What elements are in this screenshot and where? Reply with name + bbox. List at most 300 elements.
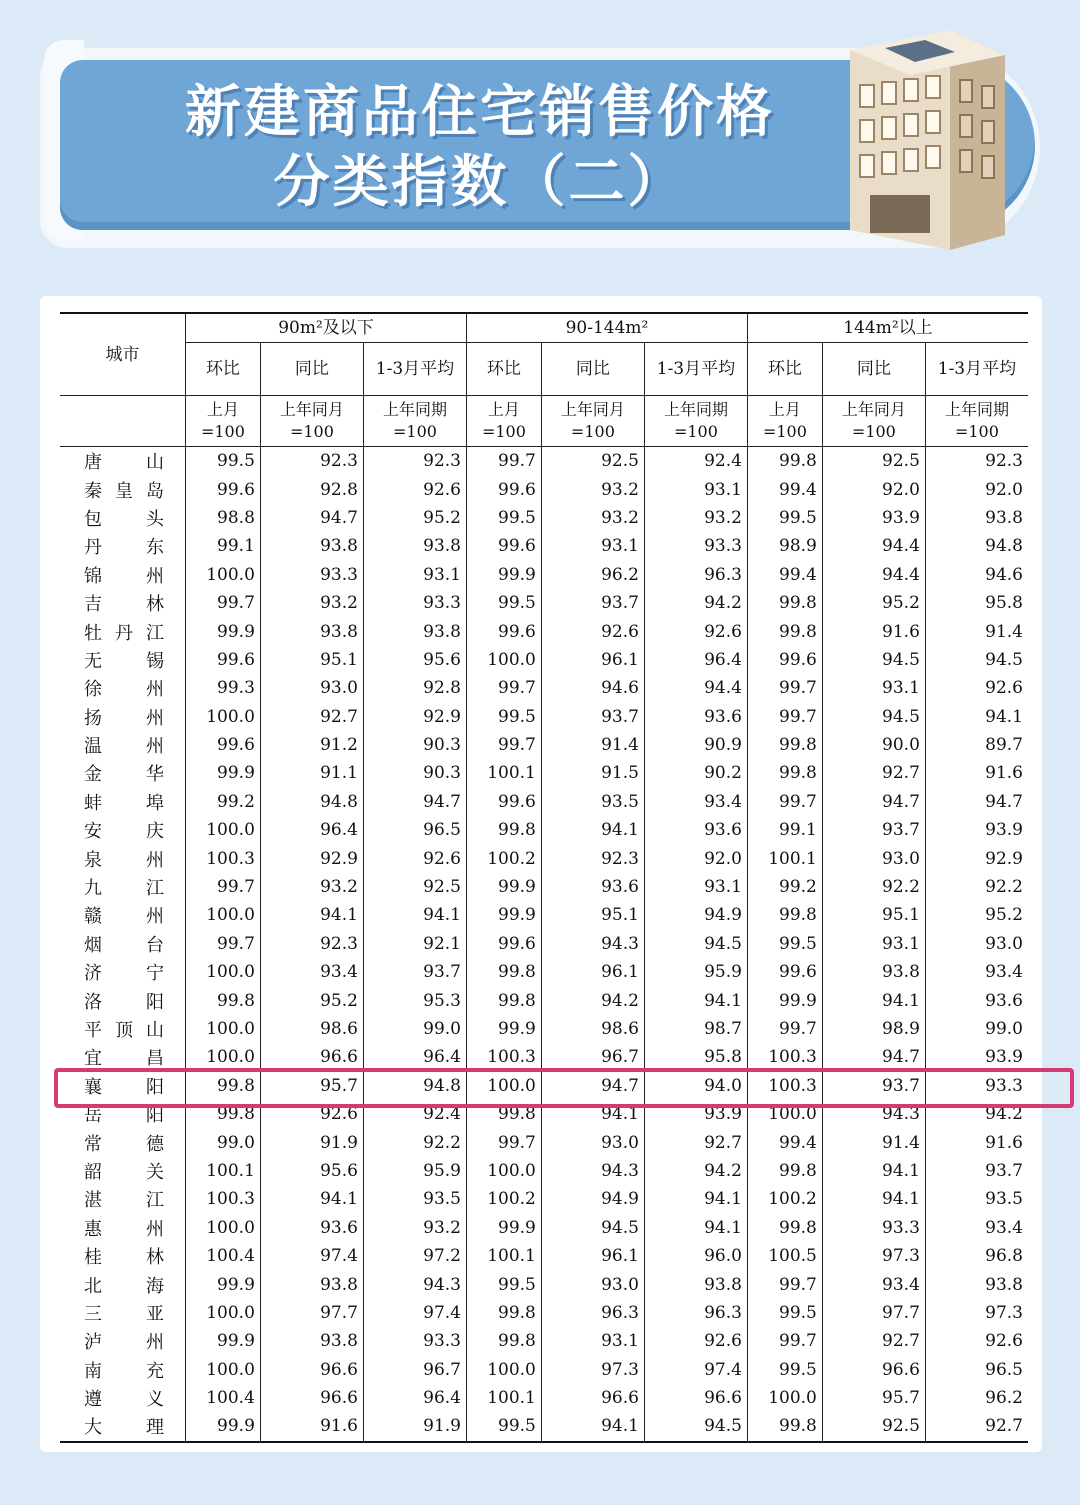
value-cell: 99.8 [186,1100,261,1128]
value-cell: 94.7 [260,504,363,532]
value-cell: 92.2 [925,873,1028,901]
page-title [120,78,840,218]
city-name: 烟 台 [84,934,164,956]
value-cell: 99.6 [466,617,541,645]
value-cell: 97.7 [260,1299,363,1327]
value-cell: 91.4 [925,617,1028,645]
value-cell: 93.4 [822,1270,925,1298]
value-cell: 100.3 [747,1043,822,1071]
value-cell: 93.4 [644,788,747,816]
value-cell: 96.7 [541,1043,644,1071]
value-cell: 96.2 [541,561,644,589]
value-cell: 94.1 [541,1412,644,1441]
value-cell: 93.5 [541,788,644,816]
city-name: 湛 江 [84,1190,164,1212]
value-cell: 93.0 [541,1128,644,1156]
value-cell: 91.6 [925,759,1028,787]
value-cell: 94.1 [822,1185,925,1213]
value-cell: 95.3 [363,986,466,1014]
value-cell: 94.2 [644,589,747,617]
city-cell [60,447,186,476]
value-cell: 99.9 [186,617,261,645]
city-cell [60,958,186,986]
value-cell: 99.9 [466,901,541,929]
value-cell: 100.4 [186,1242,261,1270]
value-cell: 100.3 [186,1185,261,1213]
city-name: 三 亚 [84,1303,164,1325]
value-cell: 93.3 [363,1327,466,1355]
value-cell: 99.0 [186,1128,261,1156]
value-cell: 92.3 [541,844,644,872]
value-cell: 100.0 [186,1356,261,1384]
value-cell: 93.8 [644,1270,747,1298]
value-cell: 94.0 [644,1072,747,1100]
value-cell: 94.2 [541,986,644,1014]
city-cell [60,873,186,901]
city-cell [60,816,186,844]
subheader: 1-3月平均 [644,343,747,396]
value-cell: 93.3 [363,589,466,617]
city-cell [60,1327,186,1355]
table-row [60,1157,1028,1185]
subheader: 同比 [260,343,363,396]
value-cell: 99.8 [466,1299,541,1327]
value-cell: 96.4 [260,816,363,844]
table-row [60,958,1028,986]
value-cell: 99.7 [747,1327,822,1355]
value-cell: 99.7 [466,731,541,759]
value-cell: 94.7 [541,1072,644,1100]
value-cell: 91.6 [822,617,925,645]
value-cell: 95.8 [925,589,1028,617]
value-cell: 93.5 [925,1185,1028,1213]
value-cell: 99.6 [186,646,261,674]
value-cell: 97.7 [822,1299,925,1327]
value-cell: 93.6 [644,816,747,844]
value-cell: 94.5 [925,646,1028,674]
value-cell: 99.7 [747,788,822,816]
value-cell: 92.4 [363,1100,466,1128]
city-name: 大 理 [84,1417,164,1439]
value-cell: 92.6 [925,674,1028,702]
value-cell: 98.9 [747,532,822,560]
table-row [60,703,1028,731]
value-cell: 99.1 [747,816,822,844]
city-cell [60,1128,186,1156]
value-cell: 99.8 [186,986,261,1014]
value-cell: 94.9 [644,901,747,929]
city-cell [60,844,186,872]
group-header: 144m²以上 [747,313,1028,343]
title-banner [0,0,1080,280]
value-cell: 99.9 [747,986,822,1014]
city-cell [60,731,186,759]
value-cell: 97.3 [925,1299,1028,1327]
value-cell: 100.0 [186,958,261,986]
city-name: 九 江 [84,878,164,900]
subheader: 1-3月平均 [363,343,466,396]
value-cell: 93.7 [822,1072,925,1100]
value-cell: 93.1 [822,930,925,958]
value-cell: 91.4 [822,1128,925,1156]
value-cell: 92.4 [644,447,747,476]
value-cell: 92.3 [925,447,1028,476]
value-cell: 100.0 [186,816,261,844]
value-cell: 94.1 [363,901,466,929]
value-cell: 99.9 [466,561,541,589]
table-row [60,561,1028,589]
table-row [60,447,1028,476]
value-cell: 94.7 [363,788,466,816]
city-name: 吉 林 [84,594,164,616]
title-line-1: 新建商品住宅销售价格 [185,80,775,145]
value-cell: 100.2 [466,1185,541,1213]
city-cell [60,674,186,702]
city-cell [60,1242,186,1270]
value-cell: 96.1 [541,1242,644,1270]
value-cell: 92.0 [644,844,747,872]
value-cell: 91.1 [260,759,363,787]
value-cell: 96.6 [822,1356,925,1384]
value-cell: 100.1 [466,759,541,787]
value-cell: 93.8 [363,532,466,560]
table-card [40,296,1042,1452]
value-cell: 93.8 [260,1327,363,1355]
city-name: 赣 州 [84,906,164,928]
value-cell: 94.7 [822,1043,925,1071]
value-cell: 99.0 [925,1015,1028,1043]
city-cell [60,703,186,731]
value-cell: 100.3 [186,844,261,872]
value-cell: 100.1 [186,1157,261,1185]
value-cell: 95.1 [260,646,363,674]
value-cell: 94.5 [644,1412,747,1441]
table-row [60,1185,1028,1213]
city-name: 泸 州 [84,1332,164,1354]
value-cell: 93.2 [541,504,644,532]
city-name: 包 头 [84,508,164,530]
value-cell: 93.7 [363,958,466,986]
table-row [60,1412,1028,1441]
city-cell [60,589,186,617]
city-cell [60,1299,186,1327]
value-cell: 99.6 [186,475,261,503]
value-cell: 95.1 [541,901,644,929]
value-cell: 96.4 [363,1384,466,1412]
base-label: 上年同月=100 [822,396,925,447]
value-cell: 97.3 [822,1242,925,1270]
value-cell: 93.2 [541,475,644,503]
value-cell: 96.6 [260,1043,363,1071]
value-cell: 99.7 [747,1270,822,1298]
value-cell: 93.7 [541,589,644,617]
subheader: 1-3月平均 [925,343,1028,396]
value-cell: 92.3 [260,447,363,476]
value-cell: 93.6 [260,1214,363,1242]
value-cell: 96.6 [260,1384,363,1412]
city-cell [60,475,186,503]
value-cell: 92.6 [363,844,466,872]
table-row [60,1242,1028,1270]
value-cell: 94.2 [644,1157,747,1185]
value-cell: 99.5 [466,1270,541,1298]
value-cell: 99.5 [186,447,261,476]
city-cell [60,561,186,589]
value-cell: 92.8 [363,674,466,702]
value-cell: 100.1 [466,1384,541,1412]
value-cell: 99.4 [747,475,822,503]
value-cell: 93.6 [541,873,644,901]
value-cell: 99.6 [466,788,541,816]
value-cell: 100.0 [466,1072,541,1100]
value-cell: 91.6 [925,1128,1028,1156]
value-cell: 99.6 [466,475,541,503]
value-cell: 99.0 [363,1015,466,1043]
city-cell [60,1412,186,1441]
value-cell: 93.8 [822,958,925,986]
value-cell: 96.6 [260,1356,363,1384]
value-cell: 91.2 [260,731,363,759]
value-cell: 92.0 [822,475,925,503]
city-name: 无 锡 [84,650,164,672]
value-cell: 99.3 [186,674,261,702]
base-label: 上月=100 [466,396,541,447]
value-cell: 94.1 [541,1100,644,1128]
value-cell: 93.4 [925,958,1028,986]
value-cell: 94.8 [260,788,363,816]
city-name: 扬 州 [84,707,164,729]
value-cell: 100.1 [466,1242,541,1270]
value-cell: 92.6 [644,1327,747,1355]
value-cell: 98.6 [541,1015,644,1043]
value-cell: 94.1 [260,1185,363,1213]
value-cell: 93.1 [822,674,925,702]
value-cell: 92.2 [822,873,925,901]
value-cell: 94.1 [644,1185,747,1213]
value-cell: 99.6 [466,930,541,958]
base-label: 上月=100 [186,396,261,447]
value-cell: 96.2 [925,1384,1028,1412]
table-row [60,816,1028,844]
price-index-table [60,312,1028,1443]
value-cell: 94.9 [541,1185,644,1213]
value-cell: 99.9 [186,1270,261,1298]
table-row [60,1327,1028,1355]
value-cell: 99.2 [747,873,822,901]
value-cell: 92.3 [363,447,466,476]
city-name: 常 德 [84,1133,164,1155]
value-cell: 99.8 [466,816,541,844]
city-name: 平 顶 山 [84,1020,164,1041]
value-cell: 91.9 [363,1412,466,1441]
city-name: 秦 皇 岛 [84,480,164,502]
value-cell: 99.2 [186,788,261,816]
value-cell: 97.3 [541,1356,644,1384]
value-cell: 99.8 [747,447,822,476]
table-row [60,589,1028,617]
value-cell: 94.5 [822,703,925,731]
table-row [60,788,1028,816]
value-cell: 93.0 [260,674,363,702]
value-cell: 94.3 [363,1270,466,1298]
value-cell: 99.8 [747,759,822,787]
table-row [60,1356,1028,1384]
value-cell: 92.6 [925,1327,1028,1355]
value-cell: 93.9 [925,816,1028,844]
value-cell: 93.0 [822,844,925,872]
value-cell: 93.8 [363,617,466,645]
value-cell: 95.7 [822,1384,925,1412]
value-cell: 93.9 [822,504,925,532]
value-cell: 100.3 [747,1072,822,1100]
city-name: 温 州 [84,736,164,758]
value-cell: 100.0 [747,1100,822,1128]
value-cell: 92.5 [822,1412,925,1441]
value-cell: 99.9 [186,1412,261,1441]
value-cell: 91.9 [260,1128,363,1156]
base-label: 上年同期=100 [363,396,466,447]
subheader: 环比 [466,343,541,396]
value-cell: 99.7 [466,1128,541,1156]
value-cell: 99.8 [747,901,822,929]
value-cell: 98.9 [822,1015,925,1043]
value-cell: 100.0 [186,1214,261,1242]
value-cell: 90.3 [363,731,466,759]
value-cell: 100.5 [747,1242,822,1270]
table-row [60,1128,1028,1156]
value-cell: 98.8 [186,504,261,532]
value-cell: 92.9 [260,844,363,872]
value-cell: 99.6 [747,646,822,674]
value-cell: 100.2 [747,1185,822,1213]
value-cell: 100.0 [186,1043,261,1071]
value-cell: 100.4 [186,1384,261,1412]
value-cell: 99.5 [747,930,822,958]
value-cell: 93.7 [822,816,925,844]
value-cell: 100.2 [466,844,541,872]
value-cell: 93.0 [541,1270,644,1298]
value-cell: 100.0 [186,561,261,589]
city-cell [60,532,186,560]
value-cell: 94.6 [541,674,644,702]
city-name: 锦 州 [84,565,164,587]
table-row [60,504,1028,532]
value-cell: 96.8 [925,1242,1028,1270]
value-cell: 99.8 [466,1327,541,1355]
value-cell: 93.8 [925,504,1028,532]
value-cell: 92.3 [260,930,363,958]
subheader: 环比 [186,343,261,396]
value-cell: 95.6 [260,1157,363,1185]
value-cell: 95.8 [644,1043,747,1071]
city-name: 南 充 [84,1360,164,1382]
value-cell: 92.2 [363,1128,466,1156]
value-cell: 92.8 [260,475,363,503]
city-cell [60,788,186,816]
value-cell: 94.1 [260,901,363,929]
value-cell: 99.6 [466,532,541,560]
city-name: 韶 关 [84,1161,164,1183]
value-cell: 92.6 [260,1100,363,1128]
city-name: 蚌 埠 [84,792,164,814]
value-cell: 99.5 [747,1356,822,1384]
value-cell: 97.2 [363,1242,466,1270]
value-cell: 99.6 [747,958,822,986]
value-cell: 100.0 [747,1384,822,1412]
table-row [60,1384,1028,1412]
value-cell: 99.8 [466,958,541,986]
value-cell: 99.7 [747,703,822,731]
value-cell: 94.2 [925,1100,1028,1128]
value-cell: 92.6 [363,475,466,503]
value-cell: 94.1 [541,816,644,844]
value-cell: 99.8 [747,589,822,617]
value-cell: 98.6 [260,1015,363,1043]
city-cell [60,1270,186,1298]
value-cell: 96.7 [363,1356,466,1384]
city-cell [60,617,186,645]
value-cell: 93.2 [363,1214,466,1242]
value-cell: 98.7 [644,1015,747,1043]
value-cell: 93.6 [925,986,1028,1014]
value-cell: 92.6 [644,617,747,645]
city-name: 洛 阳 [84,991,164,1013]
city-name: 襄 阳 [84,1076,164,1098]
value-cell: 99.7 [466,447,541,476]
value-cell: 94.1 [822,986,925,1014]
value-cell: 94.7 [822,788,925,816]
subheader: 环比 [747,343,822,396]
city-cell [60,1015,186,1043]
city-cell [60,1214,186,1242]
value-cell: 89.7 [925,731,1028,759]
value-cell: 99.1 [186,532,261,560]
value-cell: 93.2 [644,504,747,532]
city-name: 唐 山 [84,452,164,474]
value-cell: 96.1 [541,958,644,986]
value-cell: 99.9 [466,1015,541,1043]
city-name: 徐 州 [84,679,164,701]
city-cell [60,986,186,1014]
table-row [60,617,1028,645]
value-cell: 92.7 [644,1128,747,1156]
city-name: 岳 阳 [84,1105,164,1127]
value-cell: 93.4 [925,1214,1028,1242]
value-cell: 97.4 [260,1242,363,1270]
value-cell: 100.0 [466,1157,541,1185]
value-cell: 94.6 [925,561,1028,589]
value-cell: 93.9 [644,1100,747,1128]
value-cell: 95.7 [260,1072,363,1100]
value-cell: 95.1 [822,901,925,929]
value-cell: 99.4 [747,1128,822,1156]
city-name: 牡 丹 江 [84,622,164,644]
value-cell: 96.3 [644,1299,747,1327]
subheader: 同比 [822,343,925,396]
table-row [60,475,1028,503]
value-cell: 92.7 [925,1412,1028,1441]
city-cell [60,930,186,958]
group-header: 90-144m² [466,313,747,343]
value-cell: 93.5 [363,1185,466,1213]
table-row [60,532,1028,560]
title-line-2: 分类指数（二） [273,150,687,215]
value-cell: 99.7 [186,589,261,617]
value-cell: 93.7 [925,1157,1028,1185]
table-row [60,844,1028,872]
subheader: 同比 [541,343,644,396]
value-cell: 93.2 [260,589,363,617]
